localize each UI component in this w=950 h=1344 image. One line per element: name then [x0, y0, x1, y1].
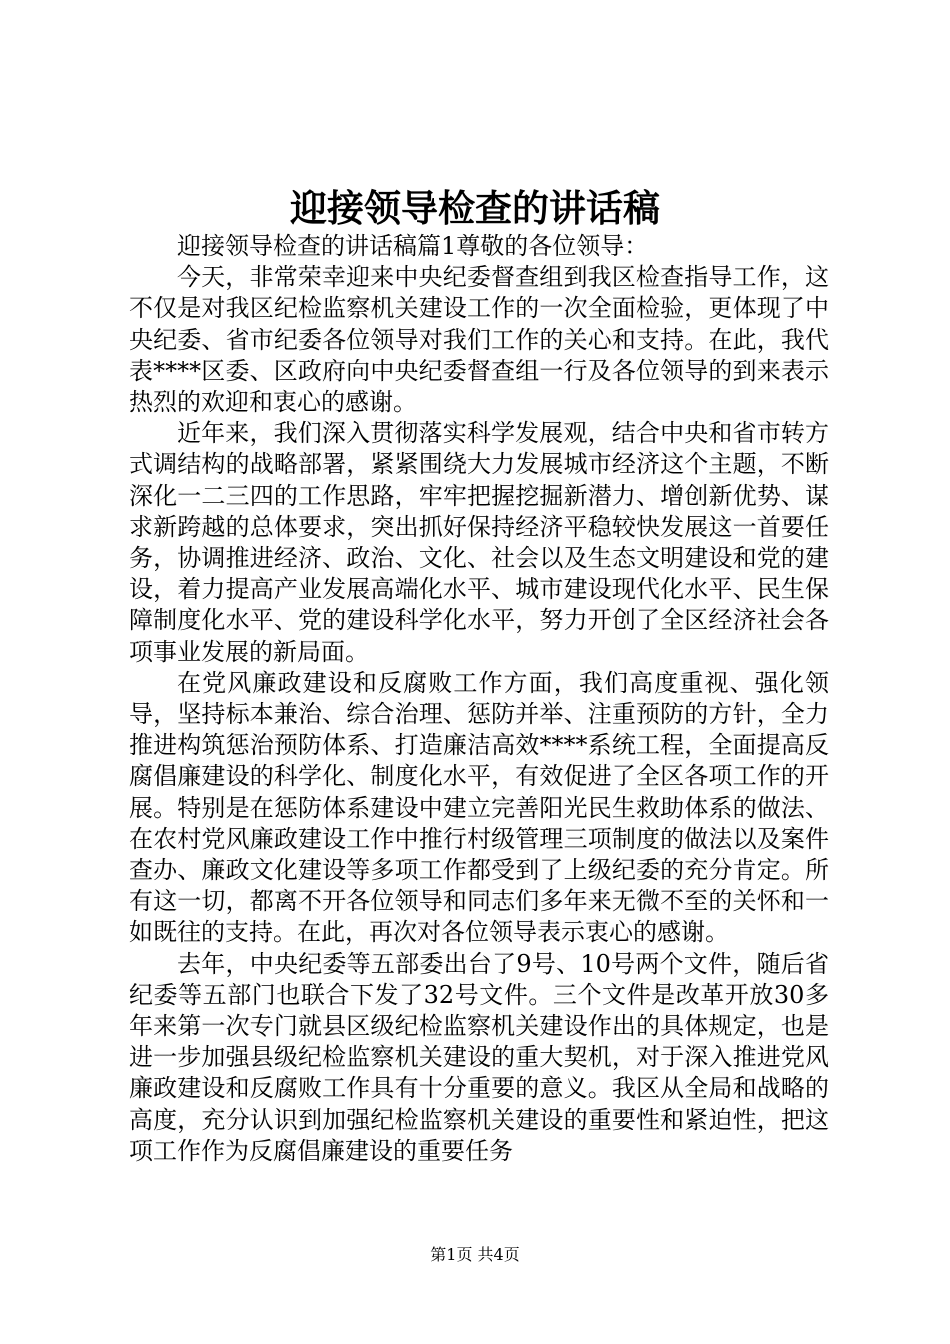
page-footer: 第1页 共4页	[430, 1245, 520, 1264]
paragraph-2: 今天，非常荣幸迎来中央纪委督查组到我区检查指导工作，这不仅是对我区纪检监察机关建设工作的一次全面检验，更体现了中央纪委、省市纪委各位领导对我们工作的关心和支持。在此，我代表****区委、区政府向中央纪委督查组一行及各位领导的到来表示热烈的欢迎和衷心的感谢。	[129, 263, 829, 417]
paragraph-3: 近年来，我们深入贯彻落实科学发展观，结合中央和省市转方式调结构的战略部署，紧紧围绕大力发展城市经济这个主题，不断深化一二三四的工作思路，牢牢把握挖掘新潜力、增创新优势、谋求新跨越的总体要求，突出抓好保持经济平稳较快发展这一首要任务，协调推进经济、政治、文化、社会以及生态文明建设和党的建设，着力提高产业发展高端化水平、城市建设现代化水平、民生保障制度化水平、党的建设科学化水平，努力开创了全区经济社会各项事业发展的新局面。	[129, 419, 829, 666]
paragraph-4: 在党风廉政建设和反腐败工作方面，我们高度重视、强化领导，坚持标本兼治、综合治理、惩防并举、注重预防的方针，全力推进构筑惩治预防体系、打造廉洁高效****系统工程，全面提高反腐倡廉建设的科学化、制度化水平，有效促进了全区各项工作的开展。特别是在惩防体系建设中建立完善阳光民生救助体系的做法、在农村党风廉政建设工作中推行村级管理三项制度的做法以及案件查办、廉政文化建设等多项工作都受到了上级纪委的充分肯定。所有这一切，都离不开各位领导和同志们多年来无微不至的关怀和一如既往的支持。在此，再次对各位领导表示衷心的感谢。	[129, 668, 829, 947]
document-body	[129, 231, 829, 1167]
paragraph-1: 迎接领导检查的讲话稿篇1尊敬的各位领导：	[177, 232, 649, 260]
paragraph-5: 去年，中央纪委等五部委出台了9号、10号两个文件，随后省纪委等五部门也联合下发了32号文件。三个文件是改革开放30多年来第一次专门就县区级纪检监察机关建设作出的具体规定，也是进一步加强县级纪检监察机关建设的重大契机，对于深入推进党风廉政建设和反腐败工作具有十分重要的意义。我区从全局和战略的高度，充分认识到加强纪检监察机关建设的重要性和紧迫性，把这项工作作为反腐倡廉建设的重要任务	[129, 949, 829, 1165]
document-title: 迎接领导检查的讲话稿	[290, 186, 660, 230]
